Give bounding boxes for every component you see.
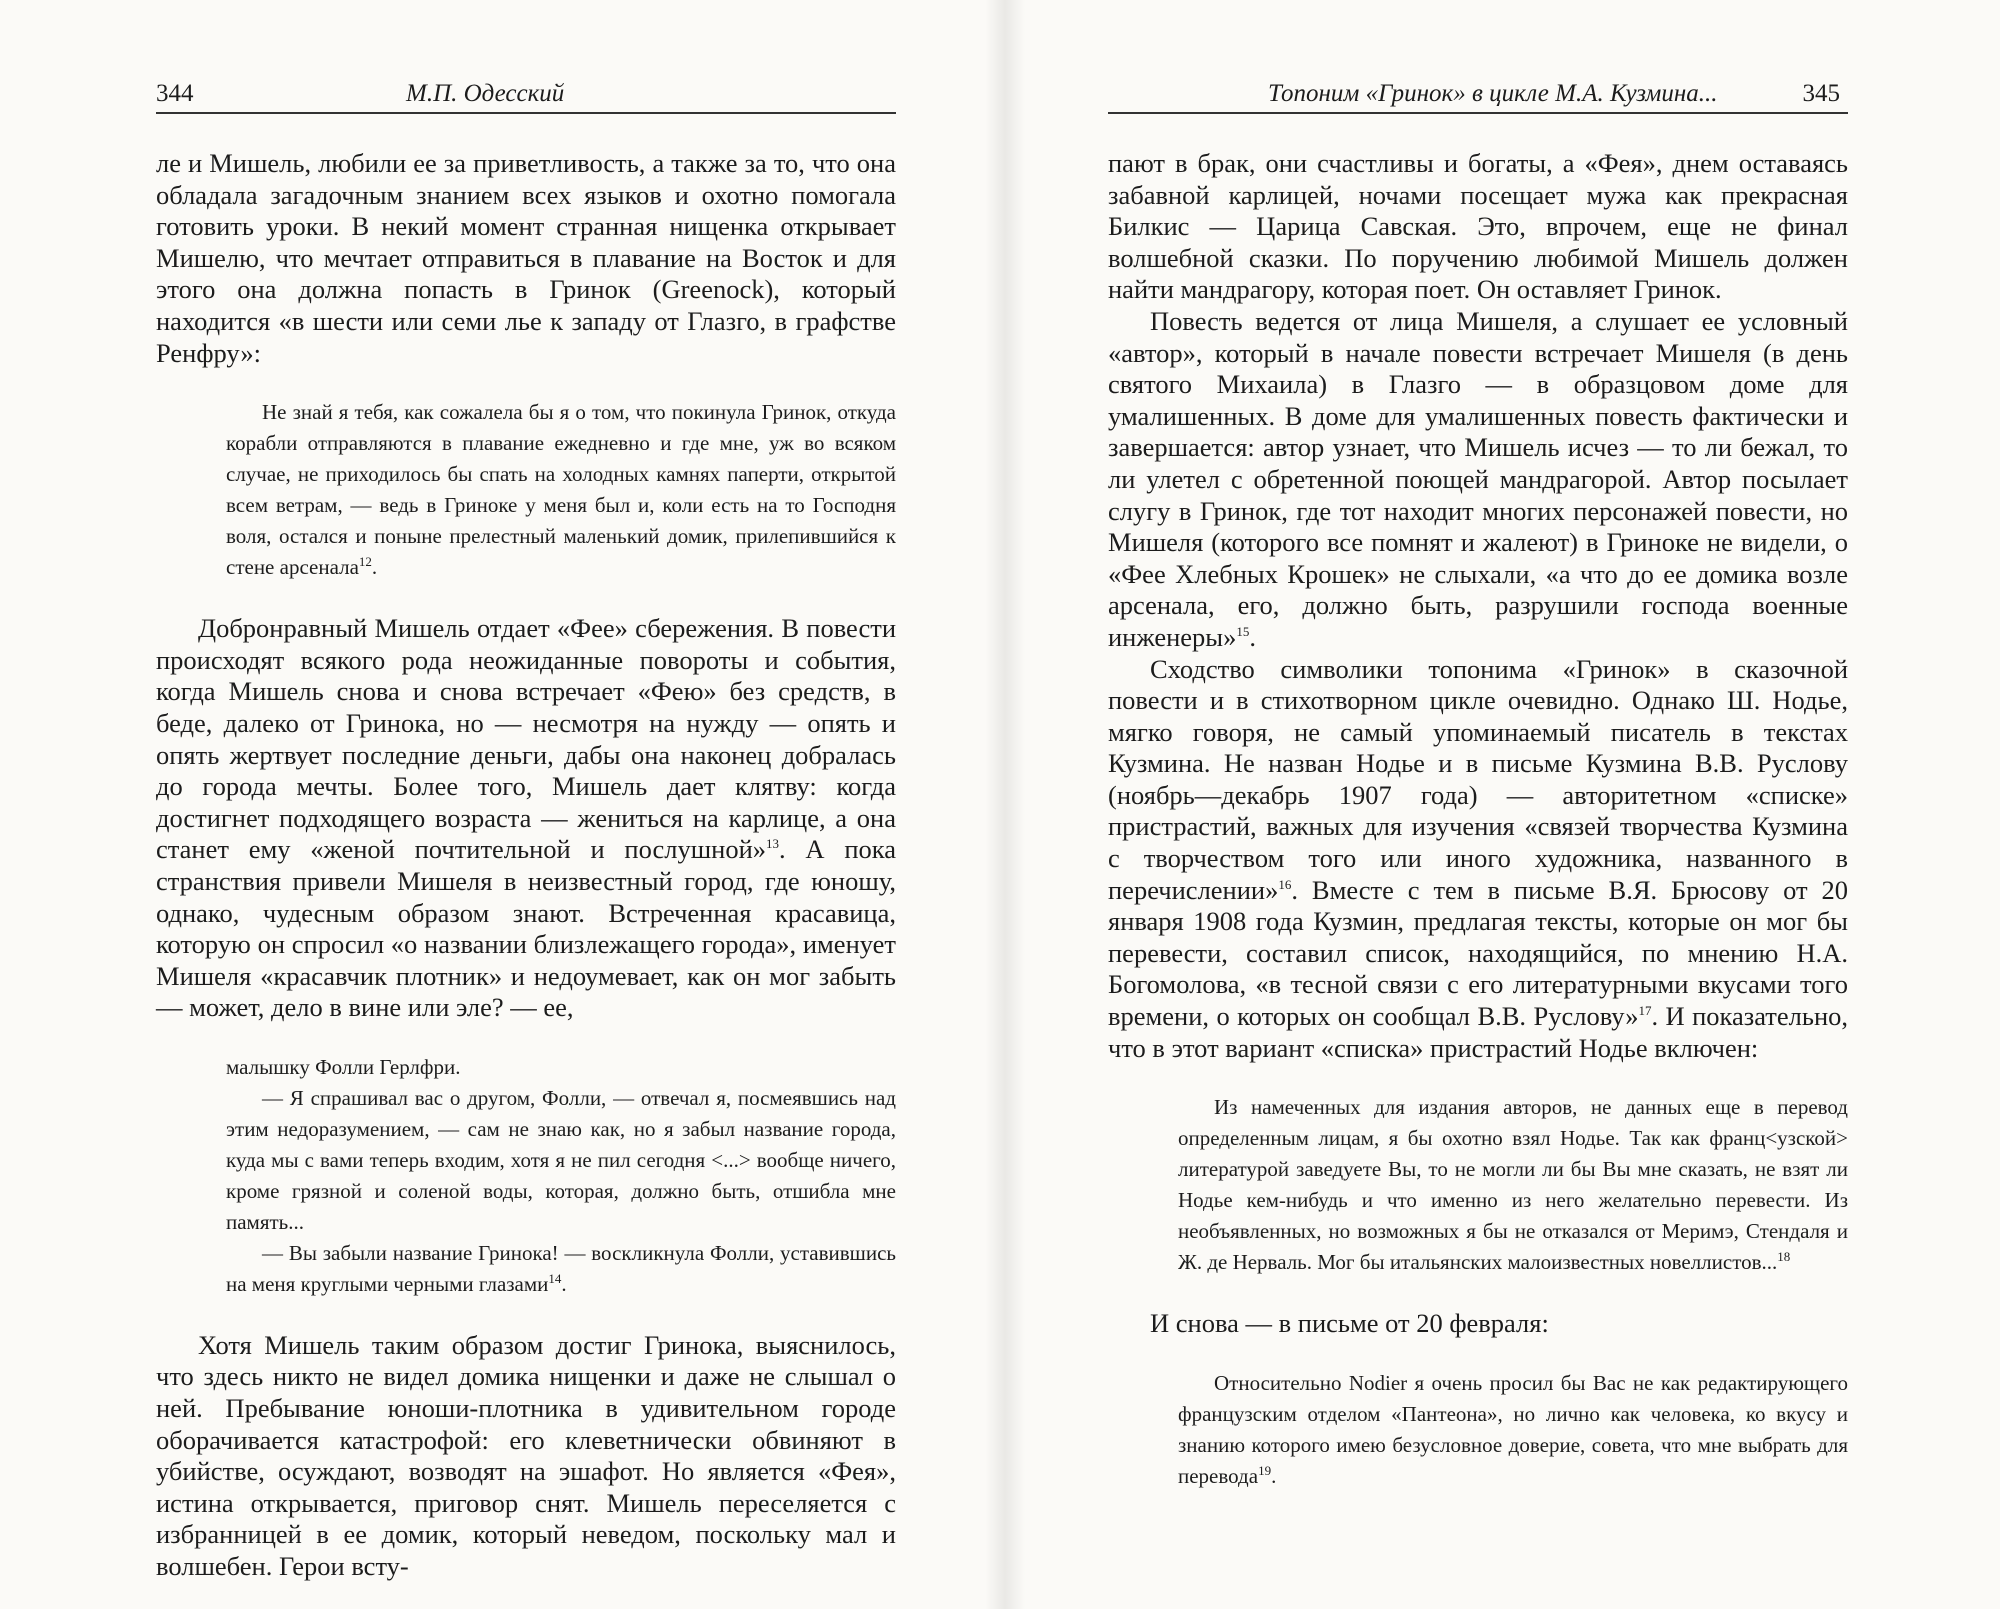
quote-paragraph: Не знай я тебя, как сожалела бы я о том, что покинула Гринок, откуда корабли отправляются в плавание ежедневно и где мне, уж во всяком случае, не приходилось бы спать на холодных камнях паперти, открытой всем ветрам, — ведь в Гриноке у меня был и, коли есть на то Господня воля, остался и поныне прелестный маленький домик, прилепившийся к стене арсенала$^{12}$. [226,400,896,580]
quote-text: Не знай я тебя, как сожалела бы я о том, что покинула Гринок, откуда корабли отправляются в плавание ежедневно и где мне, уж во всяком случае, не приходилось бы спать на холодных камнях паперти, открытой всем ветрам, — ведь в Гриноке у меня был и, коли есть на то Господня воля, остался и поныне прелестный маленький домик, прилепившийся к стене арсенала [226,400,896,580]
quote-paragraph: Относительно Nodier я очень просил бы Вас не как редактирующего французским отделом «Пантеона», но лично как человека, ко вкусу и знанию которого имею безусловное доверие, совета, что мне выбрать для перевода$^{19}$. [1178,1370,1848,1488]
paragraph: пают в брак, они счастливы и богаты, а «Фея», днем оставаясь забавной карлицей, ночами посещает мужа как прекрасная Билкис — Царица Савская. Это, впрочем, еще не финал волшебной сказки. По поручению любимой Мишель должен найти мандрагору, которая поет. Он оставляет Гринок. [1108,148,1848,305]
paragraph-text: . Вместе с тем в письме В.Я. Брюсову от 20 января 1908 года Кузмин, предлагая тексты, которые он мог бы перевести, составил список, находящийся, по мнению Н.А. Богомолова, «в тесной связи с его литературными вкусами того времени, о которых он сообщал В.В. Руслову» [1108,874,1848,1032]
paragraph: Хотя Мишель таким образом достиг Гринока, выяснилось, что здесь никто не видел домика нищенки и даже не слышал о ней. Пребывание юноши-плотника в удивительном городе оборачивается катастрофой: его клеветнически обвиняют в убийстве, осуждают, возводят на эшафот. Но является «Фея», истина открывается, приговор снят. Мишель переселяется с избранницей в ее домик, который неведом, поскольку мал и волшебен. Герои всту- [156,1329,896,1582]
paragraph-text: . А пока странствия привели Мишеля в неизвестный город, где юношу, однако, чудесным образом знают. Встреченная красавица, которую он спросил «о названии близлежащего города», именует Мишеля «красавчик плотник» и недоумевает, как он мог забыть — может, дело в вине или эле? — ее, [156,834,896,1023]
paragraph: ле и Мишель, любили ее за приветливость, а также за то, что она обладала загадочным знанием всех языков и охотно помогала готовить уроки. В некий момент странная нищенка открывает Мишелю, что мечтает отправиться в плавание на Восток и для этого она должна попасть в Гринок (Greenock), который находится «в шести или семи лье к западу от Глазго, в графстве Ренфру»: [156,148,896,368]
paragraph-text: Повесть ведется от лица Мишеля, а слушает ее условный «автор», который в начале повести встречает Мишеля (в день святого Михаила) в Глазго — в образцовом доме для умалишенных. В доме для умалишенных повесть фактически и завершается: автор узнает, что Мишель исчез — то ли бежал, то ли улетел с обретенной поющей мандрагорой. Автор посылает слугу в Гринок, где тот находит многих персонажей повести, но Мишеля (которого все помнят и жалеют) в Гриноке не видели, о «Фее Хлебных Крошек» не слыхали, «а что до ее домика возле арсенала, его, должно быть, разрушили господа военные инженеры» [1108,305,1848,652]
footnote-ref: 17 [1638,1003,1652,1019]
right-page-header [1108,78,1848,114]
footnote-ref: 14 [548,1270,562,1286]
paragraph: И снова — в письме от 20 февраля: [1150,1308,1549,1339]
left-page-body [156,148,896,1583]
paragraph-text: Сходство символики топонима «Гринок» в сказочной повести и в стихотворном цикле очевидно. Однако Ш. Нодье, мягко говоря, не самый упоминаемый писатель в текстах Кузмина. Не назван Нодье и в письме Кузмина В.В. Руслову (ноябрь—декабрь 1907 года) — авторитетном «списке» пристрастий, важных для изучения «связей творчества Кузмина с творчеством того или иного художника, названного в перечислении» [1108,653,1848,905]
block-quote [226,397,896,583]
footnote-ref: 18 [1777,1249,1791,1265]
paragraph-text: Добронравный Мишель отдает «Фее» сбережения. В повести происходят всякого рода неожиданные повороты и события, когда Мишель снова и снова встречает «Фею» без средств, в беде, далеко от Гринока, но — несмотря на нужду — опять и опять жертвует последние деньги, дабы она наконец добралась до города мечты. Более того, Мишель дает клятву: когда достигнет подходящего возраста — жениться на карлице, а она станет ему «женой почтительной и послушной» [156,613,896,865]
footnote-ref: 19 [1258,1462,1272,1478]
block-quote [226,1052,896,1300]
quote-paragraph: малышку Фолли Герлфри. [226,1054,461,1079]
page-number: 345 [1802,80,1840,107]
right-page [1000,0,2000,1609]
running-head: Топоним «Гринок» в цикле М.А. Кузмина... [1268,80,1718,107]
right-page-body [1108,148,1848,1522]
quote-paragraph: — Вы забыли название Гринока! — воскликнула Фолли, уставившись на меня круглыми черными глазами$^{14}$. [226,1240,896,1296]
quote-text: — Вы забыли название Гринока! — воскликнула Фолли, уставившись на меня круглыми черными глазами [226,1240,896,1296]
footnote-ref: 16 [1278,876,1292,892]
quote-text: Из намеченных для издания авторов, не данных еще в перевод определенным лицам, я бы охотно взял Нодье. Так как франц<узской> литературой заведуете Вы, то не могли ли бы Вы мне сказать, не взят ли Нодье кем-нибудь и что именно из него желательно перевести. Из необъявленных, но возможных я бы не отказался от Меримэ, Стендаля и Ж. де Нерваль. Мог бы итальянских малоизвестных новеллистов... [1178,1095,1848,1275]
footnote-ref: 12 [358,554,372,570]
footnote-ref: 15 [1236,624,1250,640]
left-page-header [156,78,896,114]
quote-text: Относительно Nodier я очень просил бы Вас не как редактирующего французским отделом «Пантеона», но лично как человека, ко вкусу и знанию которого имею безусловное доверие, совета, что мне выбрать для перевода [1178,1370,1848,1488]
paragraph-text: . И показательно, что в этот вариант «списка» пристрастий Нодье включен: [1108,1001,1849,1063]
running-head: М.П. Одесский [406,80,565,107]
block-quote [1178,1368,1848,1492]
block-quote [1178,1092,1848,1278]
page-number: 344 [156,80,194,107]
footnote-ref: 13 [766,836,780,852]
quote-paragraph: — Я спрашивал вас о другом, Фолли, — отвечал я, посмеявшись над этим недоразумением, — сам не знаю как, но я забыл название города, куда мы с вами теперь входим, хотя я не пил сегодня <...> вообще ничего, кроме грязной и соленой воды, которая, должно быть, отшибла мне память... [226,1085,896,1234]
paragraph: Повесть ведется от лица Мишеля, а слушает ее условный «автор», который в начале повести встречает Мишеля (в день святого Михаила) в Глазго — в образцовом доме для умалишенных. В доме для умалишенных повесть фактически и завершается: автор узнает, что Мишель исчез — то ли бежал, то ли улетел с обретенной поющей мандрагорой. Автор посылает слугу в Гринок, где тот находит многих персонажей повести, но Мишеля (которого все помнят и жалеют) в Гриноке не видели, о «Фее Хлебных Крошек» не слыхали, «а что до ее домика возле арсенала, его, должно быть, разрушили господа военные инженеры»$^{15}$. [1108,305,1848,652]
paragraph [1108,654,1848,1065]
paragraph [156,613,896,1024]
quote-paragraph [1178,1092,1848,1278]
